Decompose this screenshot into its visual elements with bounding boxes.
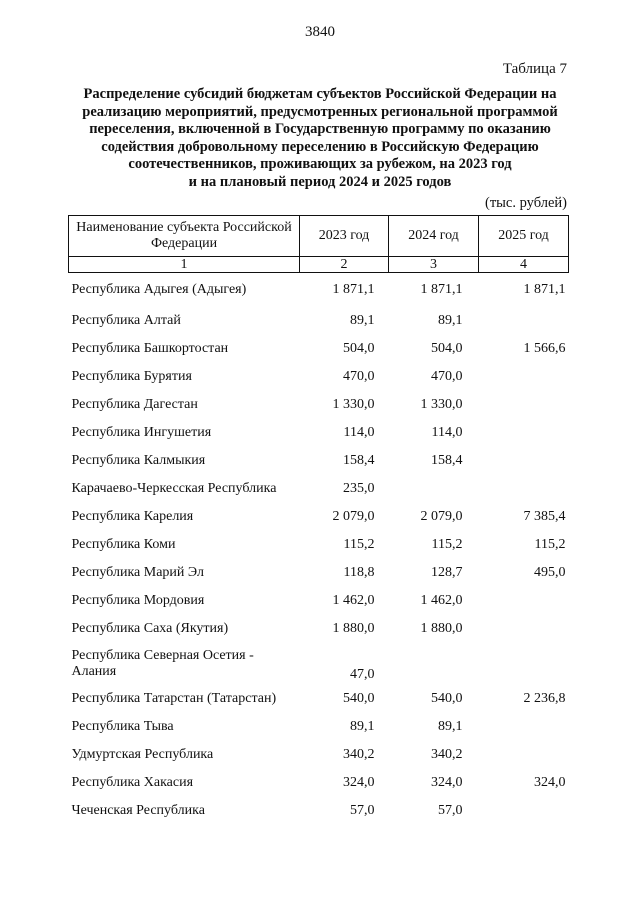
value-2024-cell: [389, 475, 479, 503]
region-name-cell: Республика Саха (Якутия): [71, 621, 229, 636]
table-row: [69, 615, 569, 643]
table-body: [69, 273, 569, 826]
region-name-cell: Республика Калмыкия: [71, 453, 206, 468]
column-number: 3: [389, 257, 479, 273]
document-title: [60, 86, 580, 191]
value-2025-cell: 115,2: [534, 537, 566, 552]
table-label: Таблица 7: [502, 61, 567, 77]
region-name-cell: Республика Мордовия: [71, 593, 205, 608]
table-row: [69, 713, 569, 741]
table-row: [69, 797, 569, 825]
table-row: [69, 685, 569, 713]
value-2023-cell: 1 462,0: [332, 593, 375, 608]
region-name-cell: Республика Марий Эл: [71, 565, 204, 580]
table-row: [69, 587, 569, 615]
table-row: [69, 335, 569, 363]
header-2025: 2025 год: [479, 216, 569, 257]
title-line: Распределение субсидий бюджетам субъектов Российской Федерации на: [83, 86, 557, 102]
table-row: [69, 419, 569, 447]
column-number: 1: [69, 257, 300, 273]
value-2025-cell: [479, 419, 569, 447]
value-2025-cell: [479, 587, 569, 615]
title-line: реализацию мероприятий, предусмотренных региональной программой: [82, 103, 558, 120]
region-name-cell: Республика Северная Осетия - Алания: [71, 648, 254, 679]
table-row: [69, 503, 569, 531]
region-name-cell: Карачаево-Черкесская Республика: [71, 481, 277, 496]
table-row: [69, 643, 569, 685]
value-2024-cell: 340,2: [431, 747, 463, 762]
value-2023-cell: 57,0: [350, 803, 375, 818]
value-2025-cell: [479, 447, 569, 475]
value-2023-cell: 504,0: [343, 341, 375, 356]
region-name-cell: Республика Алтай: [71, 313, 181, 328]
subsidy-table: [68, 215, 569, 825]
table-row: [69, 391, 569, 419]
value-2025-cell: [479, 363, 569, 391]
value-2024-cell: 1 880,0: [420, 621, 463, 636]
value-2023-cell: 540,0: [343, 691, 375, 706]
value-2024-cell: [389, 643, 479, 685]
value-2025-cell: [479, 615, 569, 643]
region-name-cell: Республика Карелия: [71, 509, 194, 524]
value-2023-cell: 235,0: [343, 481, 375, 496]
title-line: и на плановый период 2024 и 2025 годов: [188, 173, 452, 190]
value-2024-cell: 2 079,0: [420, 509, 463, 524]
value-2024-cell: 504,0: [431, 341, 463, 356]
region-name-cell: Республика Дагестан: [71, 397, 198, 412]
table-row: [69, 307, 569, 335]
region-name-cell: Республика Тыва: [71, 719, 174, 734]
value-2025-cell: 7 385,4: [523, 509, 566, 524]
region-name-cell: Республика Коми: [71, 537, 176, 552]
value-2024-cell: 89,1: [438, 719, 463, 734]
value-2024-cell: 114,0: [431, 425, 463, 440]
region-name-cell: Чеченская Республика: [71, 803, 205, 818]
value-2023-cell: 115,2: [343, 537, 375, 552]
value-2023-cell: 158,4: [343, 453, 375, 468]
header-2023: 2023 год: [300, 216, 389, 257]
value-2023-cell: 118,8: [343, 565, 375, 580]
region-name-cell: Удмуртская Республика: [71, 747, 214, 762]
value-2024-cell: 324,0: [431, 775, 463, 790]
header-2024: 2024 год: [389, 216, 479, 257]
value-2025-cell: [479, 643, 569, 685]
region-name-cell: Республика Башкортостан: [71, 341, 229, 356]
value-2025-cell: 324,0: [534, 775, 566, 790]
value-2025-cell: [479, 797, 569, 825]
table-row: [69, 769, 569, 797]
value-2024-cell: 89,1: [438, 313, 463, 328]
value-2025-cell: [479, 475, 569, 503]
region-name-cell: Республика Бурятия: [71, 369, 192, 384]
value-2023-cell: 1 330,0: [332, 397, 375, 412]
region-name-cell: Республика Адыгея (Адыгея): [71, 282, 247, 297]
value-2025-cell: [479, 391, 569, 419]
value-2024-cell: 158,4: [431, 453, 463, 468]
table-row: [69, 363, 569, 391]
value-2023-cell: 470,0: [343, 369, 375, 384]
table-row: [69, 447, 569, 475]
header-region: Наименование субъекта Российской Федерации: [69, 216, 300, 257]
value-2025-cell: 1 871,1: [523, 282, 566, 297]
value-2025-cell: 495,0: [534, 565, 566, 580]
value-2024-cell: 57,0: [438, 803, 463, 818]
value-2023-cell: 89,1: [350, 719, 375, 734]
value-2025-cell: 1 566,6: [523, 341, 566, 356]
title-line: соотечественников, проживающих за рубежом, на 2023 год: [128, 156, 512, 172]
value-2025-cell: [479, 307, 569, 335]
region-name-cell: Республика Татарстан (Татарстан): [71, 691, 277, 706]
units-note: (тыс. рублей): [485, 195, 567, 211]
table-row: [69, 273, 569, 308]
column-number: 2: [300, 257, 389, 273]
page-number: 3840: [305, 24, 335, 40]
value-2025-cell: [479, 741, 569, 769]
value-2023-cell: 47,0: [350, 667, 375, 682]
title-line: переселения, включенной в Государственную программу по оказанию: [89, 121, 551, 137]
value-2023-cell: 1 880,0: [332, 621, 375, 636]
table-row: [69, 475, 569, 503]
table-row: [69, 741, 569, 769]
value-2024-cell: 128,7: [431, 565, 463, 580]
column-number: 4: [479, 257, 569, 273]
region-name-cell: Республика Хакасия: [71, 775, 194, 790]
value-2023-cell: 114,0: [343, 425, 375, 440]
header-row: [69, 216, 569, 257]
value-2024-cell: 1 871,1: [420, 282, 463, 297]
table-row: [69, 559, 569, 587]
value-2023-cell: 340,2: [343, 747, 375, 762]
title-line: содействия добровольному переселению в Российскую Федерацию: [101, 138, 539, 155]
value-2025-cell: [479, 713, 569, 741]
value-2025-cell: 2 236,8: [523, 691, 566, 706]
value-2024-cell: 470,0: [431, 369, 463, 384]
table-row: [69, 531, 569, 559]
value-2024-cell: 540,0: [431, 691, 463, 706]
column-number-row: [69, 257, 569, 273]
value-2023-cell: 89,1: [350, 313, 375, 328]
value-2023-cell: 2 079,0: [332, 509, 375, 524]
value-2023-cell: 1 871,1: [332, 282, 375, 297]
region-name-cell: Республика Ингушетия: [71, 425, 212, 440]
value-2024-cell: 1 330,0: [420, 397, 463, 412]
value-2023-cell: 324,0: [343, 775, 375, 790]
value-2024-cell: 1 462,0: [420, 593, 463, 608]
value-2024-cell: 115,2: [431, 537, 463, 552]
